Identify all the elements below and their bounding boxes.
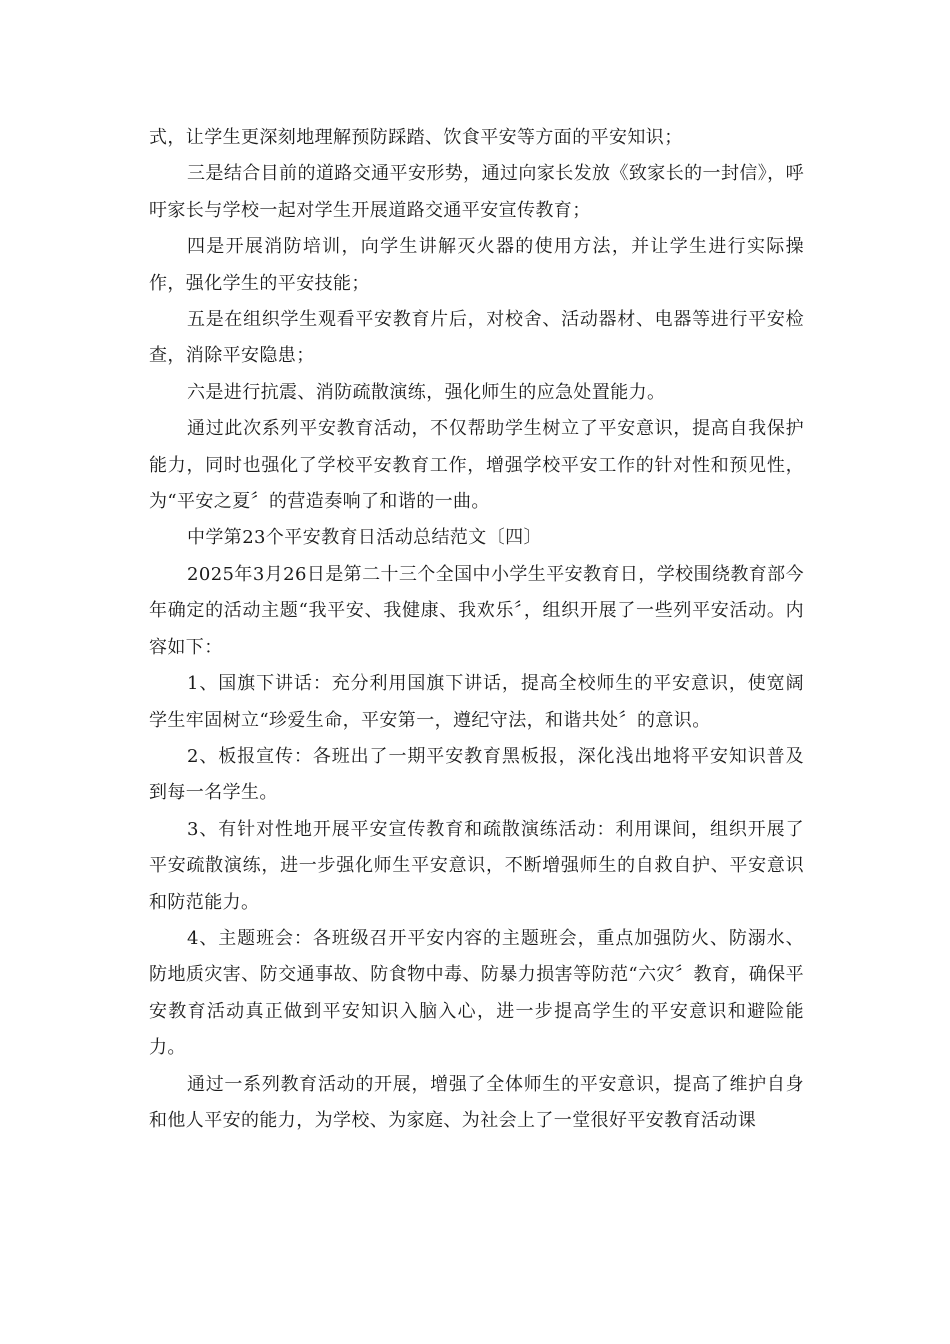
paragraph-continuation: 式，让学生更深刻地理解预防踩踏、饮食平安等方面的平安知识； — [149, 127, 683, 148]
paragraph-intro: 2025年3月26日是第二十三个全国中小学生平安教育日，学校围绕教育部今年确定的活动主题“我平安、我健康、我欢乐〞，组织开展了一些列平安活动。内容如下： — [149, 563, 804, 658]
paragraph-item-five: 五是在组织学生观看平安教育片后，对校舍、活动器材、电器等进行平安检查，消除平安隐患； — [149, 309, 804, 367]
section-heading: 中学第23个平安教育日活动总结范文〔四〕 — [187, 527, 542, 549]
list-item-class-meeting: 4、主题班会：各班级召开平安内容的主题班会，重点加强防火、防溺水、防地质灾害、防交通事故、防食物中毒、防暴力损害等防范“六灾〞教育，确保平安教育活动真正做到平安知识入脑入心，进一步提高学生的平安意识和避险能力。 — [149, 927, 804, 1059]
paragraph-item-three: 三是结合目前的道路交通平安形势，通过向家长发放《致家长的一封信》，呼吁家长与学校一起对学生开展道路交通平安宣传教育； — [149, 163, 804, 221]
paragraph-item-six: 六是进行抗震、消防疏散演练，强化师生的应急处置能力。 — [187, 381, 666, 403]
document-body — [149, 120, 804, 1139]
paragraph-conclusion: 通过一系列教育活动的开展，增强了全体师生的平安意识，提高了维护自身和他人平安的能力，为学校、为家庭、为社会上了一堂很好平安教育活动课 — [149, 1073, 804, 1131]
list-item-evacuation-drill: 3、有针对性地开展平安宣传教育和疏散演练活动：利用课间，组织开展了平安疏散演练，进一步强化师生平安意识，不断增强师生的自救自护、平安意识和防范能力。 — [149, 818, 804, 913]
paragraph-item-four: 四是开展消防培训，向学生讲解灭火器的使用方法，并让学生进行实际操作，强化学生的平安技能； — [149, 236, 804, 294]
list-item-flag-speech: 1、国旗下讲话：充分利用国旗下讲话，提高全校师生的平安意识，使宽阔学生牢固树立“珍爱生命，平安第一，遵纪守法，和谐共处〞的意识。 — [149, 673, 804, 731]
list-item-blackboard: 2、板报宣传：各班出了一期平安教育黑板报，深化浅出地将平安知识普及到每一名学生。 — [149, 745, 804, 804]
paragraph-summary: 通过此次系列平安教育活动，不仅帮助学生树立了平安意识，提高自我保护能力，同时也强化了学校平安教育工作，增强学校平安工作的针对性和预见性，为“平安之夏〞的营造奏响了和谐的一曲。 — [149, 418, 804, 513]
